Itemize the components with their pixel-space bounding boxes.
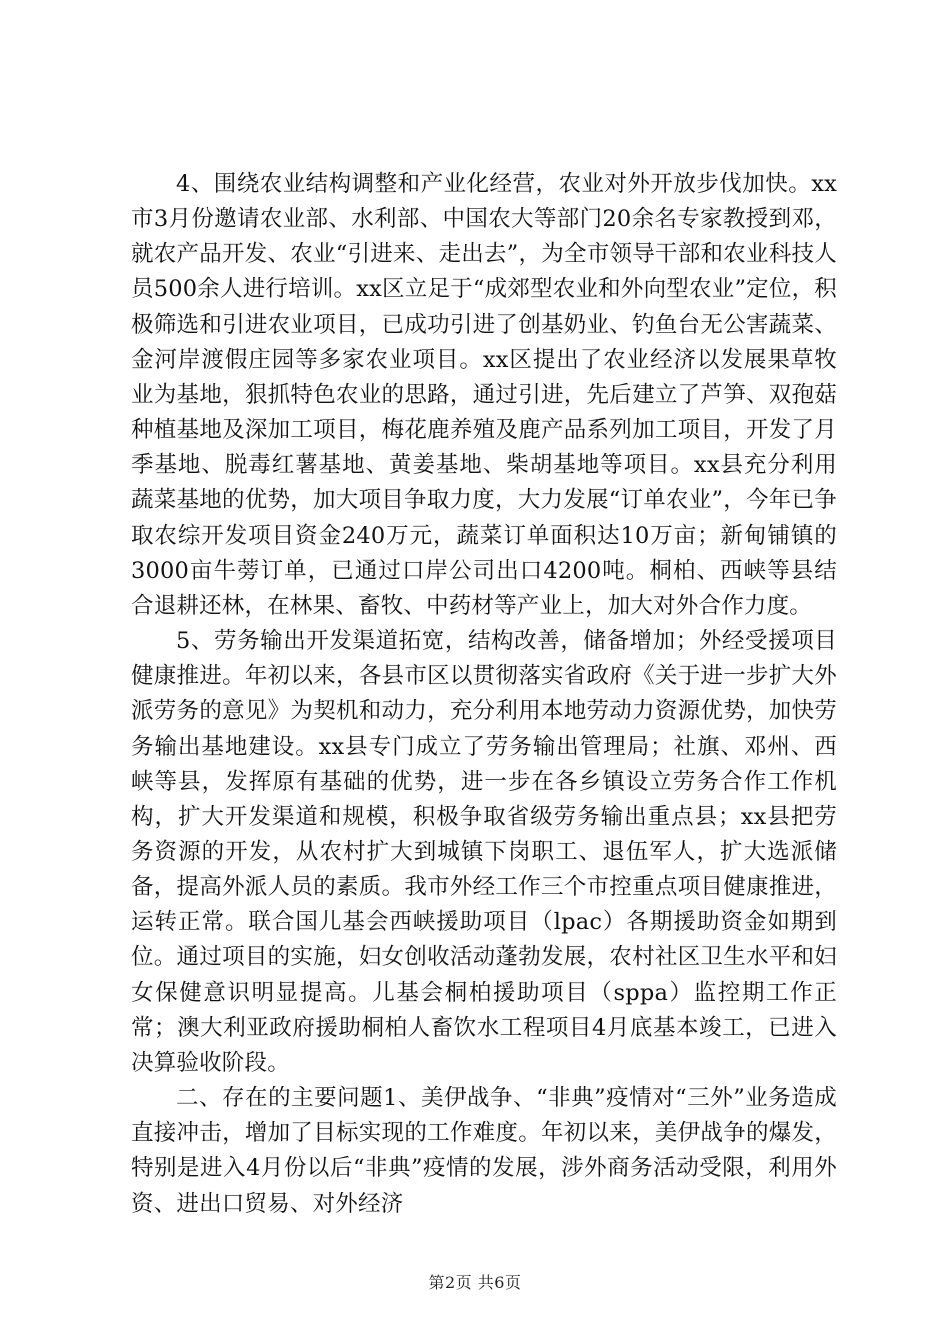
document-body xyxy=(131,167,837,1222)
paragraph-agriculture-opening: 4、围绕农业结构调整和产业化经营，农业对外开放步伐加快。xx市3月份邀请农业部、水利部、中国农大等部门20余名专家教授到邓，就农产品开发、农业“引进来、走出去”，为全市领导干部和农业科技人员500余人进行培训。xx区立足于“成郊型农业和外向型农业”定位，积极筛选和引进农业项目，已成功引进了创基奶业、钓鱼台无公害蔬菜、金河岸渡假庄园等多家农业项目。xx区提出了农业经济以发展果草牧业为基地，狠抓特色农业的思路，通过引进，先后建立了芦笋、双孢菇种植基地及深加工项目，梅花鹿养殖及鹿产品系列加工项目，开发了月季基地、脱毒红薯基地、黄姜基地、柴胡基地等项目。xx县充分利用蔬菜基地的优势，加大项目争取力度，大力发展“订单农业”，今年已争取农综开发项目资金240万元，蔬菜订单面积达10万亩；新甸铺镇的3000亩牛蒡订单，已通过口岸公司出口4200吨。桐柏、西峡等县结合退耕还林，在林果、畜牧、中药材等产业上，加大对外合作力度。 xyxy=(131,171,837,619)
page-number-footer: 第2页 共6页 xyxy=(428,1273,522,1292)
paragraph-main-problems: 二、存在的主要问题1、美伊战争、“非典”疫情对“三外”业务造成直接冲击，增加了目标实现的工作难度。年初以来，美伊战争的爆发，特别是进入4月份以后“非典”疫情的发展，涉外商务活动受限，利用外资、进出口贸易、对外经济 xyxy=(131,1085,837,1217)
paragraph-labor-export: 5、劳务输出开发渠道拓宽，结构改善，储备增加；外经受援项目健康推进。年初以来，各县市区以贯彻落实省政府《关于进一步扩大外派劳务的意见》为契机和动力，充分利用本地劳动力资源优势，加快劳务输出基地建设。xx县专门成立了劳务输出管理局；社旗、邓州、西峡等县，发挥原有基础的优势，进一步在各乡镇设立劳务合作工作机构，扩大开发渠道和规模，积极争取省级劳务输出重点县；xx县把劳务资源的开发，从农村扩大到城镇下岗职工、退伍军人，扩大选派储备，提高外派人员的素质。我市外经工作三个市控重点项目健康推进，运转正常。联合国儿基会西峡援助项目（lpac）各期援助资金如期到位。通过项目的实施，妇女创收活动蓬勃发展，农村社区卫生水平和妇女保健意识明显提高。儿基会桐柏援助项目（sppa）监控期工作正常；澳大利亚政府援助桐柏人畜饮水工程项目4月底基本竣工，已进入决算验收阶段。 xyxy=(131,628,837,1076)
